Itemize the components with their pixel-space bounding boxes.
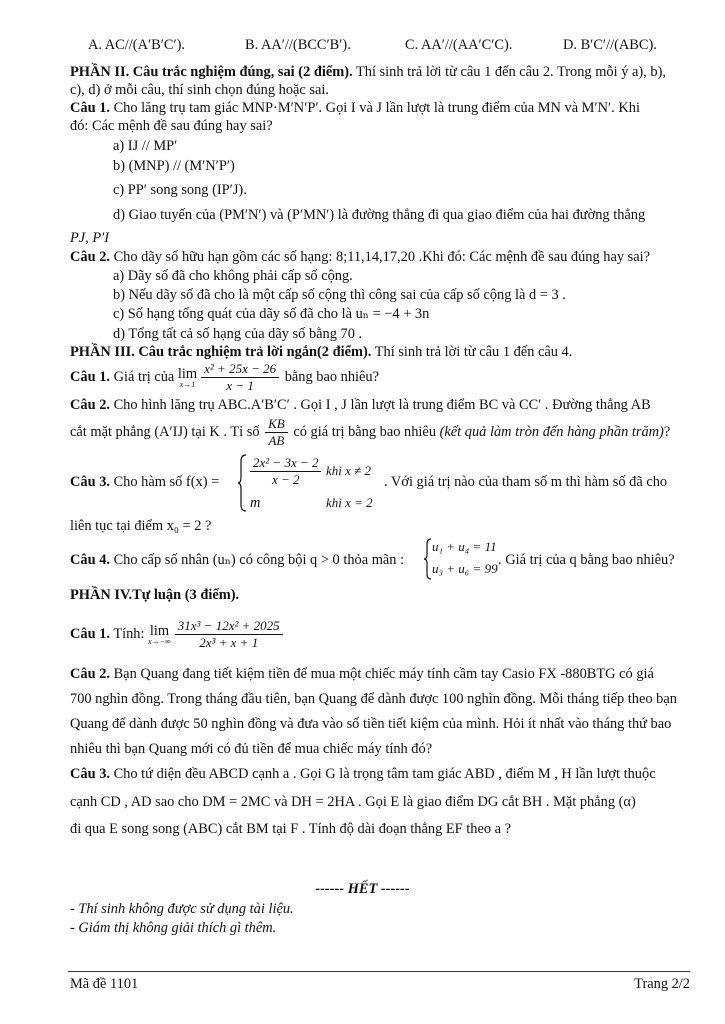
part2-q2-text: Cho dãy số hữu hạn gồm các số hạng: 8;11,14,17,20 .Khi đó: Các mệnh đề sau đúng hay sai? [109,249,651,265]
fraction-denominator: AB [268,433,285,448]
footer-page: Trang 2/2 [634,976,690,992]
part4-q1-limit [148,624,171,646]
part3-q1-fraction [201,361,279,394]
part3-q2-end: ? [663,423,671,440]
fraction-denominator: x − 1 [226,378,254,393]
note-1: - Thí sinh không được sử dụng tài liệu. [70,901,294,917]
part3-q2-line2 [70,416,690,449]
note-2: - Giám thị không giải thích gì thêm. [70,920,277,936]
part2-q2 [70,248,690,266]
left-brace-icon [238,453,248,513]
part2-q2-a: a) Dãy số đã cho không phải cấp số cộng. [113,268,353,284]
limit-sub: x→1 [179,379,196,389]
part4-q1-fraction [175,618,283,651]
part3-q2 [70,396,690,414]
part3-q3-case2-cond: khi x = 2 [326,495,373,510]
part4-q1-label: Câu 1. [70,625,110,642]
part3-q4-post: . Giá trị của q bằng bao nhiêu? [498,552,675,568]
part2-q2-label: Câu 2. [70,249,110,265]
part3-q2-fraction [265,416,288,449]
part3-q3-case1-fraction [250,455,321,488]
part4-q2-l3: Quang để dành được 50 nghìn đồng và đưa vào số tiền tiết kiệm của mình. Hỏi ít nhất vào tháng thứ bao [70,716,672,732]
part2-q1-text: Cho lăng trụ tam giác MNP·M′N′P′. Gọi I và J lần lượt là trung điểm của MN và M′N′. Khi [109,100,640,116]
part3-q2-pre: cắt mặt phẳng (A′IJ) tại K . Tỉ số [70,423,264,440]
part3-q3-piecewise [238,453,388,513]
part3-heading: PHẦN III. Câu trắc nghiệm trả lời ngắn(2 điểm). [70,344,372,360]
part2-heading: PHẦN II. Câu trắc nghiệm đúng, sai (2 điểm). [70,64,353,80]
part3-q1-pre: Giá trị của [109,368,178,385]
left-brace-icon [424,537,432,581]
part3-q1-post: bằng bao nhiêu? [281,368,380,385]
part2-q2-d: d) Tổng tất cả số hạng của dãy số bằng 70 . [113,326,363,342]
part4-heading [70,586,690,604]
part3-q4-eq1: u₁ + u₄ = 11 [432,539,497,554]
part3-q1-label: Câu 1. [70,368,110,385]
limit-sub: x→−∞ [148,636,171,646]
limit-word: lim [177,365,198,382]
part4-q3-l2: cạnh CD , AD sao cho DM = 2MC và DH = 2HA . Gọi E là giao điểm DG cắt BH . Mặt phẳng (α) [70,794,636,810]
part4-q3-l3: đi qua E song song (ABC) cắt BM tại F . Tính độ dài đoạn thẳng EF theo a ? [70,821,511,837]
part3-q4-eq2: u₃ + u₆ = 99 [432,561,498,576]
part3-q4-pre: Cho cấp số nhân (uₙ) có công bội q > 0 thỏa mãn : [109,552,405,568]
part2-q2-b: b) Nếu dãy số đã cho là một cấp số cộng thì công sai của cấp số cộng là d = 3 . [113,287,566,303]
part3-intro: Thí sinh trả lời từ câu 1 đến câu 4. [371,344,573,360]
part3-q2-post: có giá trị bằng bao nhiêu [289,423,440,440]
part2-q1-text2: đó: Các mệnh đề sau đúng hay sai? [70,118,273,134]
end-mark [0,880,725,898]
part4-q3-l1: Cho tứ diện đều ABCD cạnh a . Gọi G là trọng tâm tam giác ABD , điểm M , H lần lượt thuộc [109,766,656,782]
part4-q2-l1: Bạn Quang đang tiết kiệm tiền để mua một chiếc máy tính cầm tay Casio FX -880BTG có giá [109,666,654,682]
option-c: C. AA′//(AA′C′C). [405,37,513,53]
fraction-denominator: 2x³ + x + 1 [199,635,259,650]
part3-q1-limit [178,367,197,389]
end-mark-text: ------ HẾT ------ [315,881,410,897]
part3-q3-case2-val: m [250,495,261,511]
part3-q2-label: Câu 2. [70,397,110,413]
part2-q1-a: a) IJ // MP′ [113,138,178,154]
part3-q4-label: Câu 4. [70,552,110,568]
part2-intro-2: c), d) ở mỗi câu, thí sinh chọn đúng hoặc sai. [70,82,329,98]
part2-q1-d2: PJ, P′I [70,230,110,246]
part2-q1-d: d) Giao tuyến của (PM′N′) và (P′MN′) là đường thẳng đi qua giao điểm của hai đường thẳng [113,207,646,223]
part4-q2-l4: nhiêu thì bạn Quang mới có đủ tiền để mua chiếc máy tính đó? [70,741,433,757]
part4-q2-label: Câu 2. [70,666,110,682]
part2-intro: Thí sinh trả lời từ câu 1 đến câu 2. Trong mỗi ý a), b), [352,64,666,80]
part3-q3-label: Câu 3. [70,474,110,490]
part4-q1-pre: Tính: [109,625,149,642]
part4-q2 [70,665,690,683]
part3-q2-note: (kết quả làm tròn đến hàng phần trăm) [439,423,664,440]
part3-heading-line [70,343,690,361]
fraction-numerator: 31x³ − 12x² + 2025 [175,618,283,635]
part2-heading-line [70,63,690,81]
fraction-numerator: x² + 25x − 26 [201,361,279,378]
part4-q1 [70,618,690,651]
option-b: B. AA′//(BCC′B′). [245,37,351,53]
part2-q1-b: b) (MNP) // (M′N′P′) [113,158,235,174]
part4-q2-l2: 700 nghìn đồng. Trong tháng đầu tiên, bạn Quang để dành được 100 nghìn đồng. Mỗi tháng tiếp theo bạn [70,691,677,707]
fraction-numerator: KB [265,416,288,433]
part2-q1 [70,99,690,117]
limit-word: lim [149,622,170,639]
fraction-denominator: x − 2 [271,472,300,487]
part4-q3-label: Câu 3. [70,766,110,782]
part3-q3-pre: Cho hàm số f(x) = [109,474,220,490]
fraction-numerator: 2x² − 3x − 2 [250,455,321,472]
part2-q2-c: c) Số hạng tổng quát của dãy số đã cho là uₙ = −4 + 3n [113,306,430,322]
part2-q1-c: c) PP′ song song (IP′J). [113,182,247,198]
part2-q1-label: Câu 1. [70,100,110,116]
part4-heading-text: PHẦN IV.Tự luận (3 điểm). [70,587,240,603]
footer-code: Mã đề 1101 [70,976,139,992]
part3-q3-case1-cond: khi x ≠ 2 [326,463,372,478]
part3-q1 [70,361,690,394]
footer-divider [68,971,690,972]
part4-q3 [70,765,690,783]
part3-q4-system [424,537,504,581]
option-d: D. B′C′//(ABC). [563,37,657,53]
part3-q3-post: . Với giá trị nào của tham số m thì hàm số đã cho [384,474,668,490]
part3-q3-text2: liên tục tại điểm x₀ = 2 ? [70,518,212,534]
option-a: A. AC//(A′B′C′). [88,37,185,53]
part3-q2-text: Cho hình lăng trụ ABC.A′B′C′ . Gọi I , J lần lượt là trung điểm BC và CC′ . Đường thẳng AB [109,397,651,413]
